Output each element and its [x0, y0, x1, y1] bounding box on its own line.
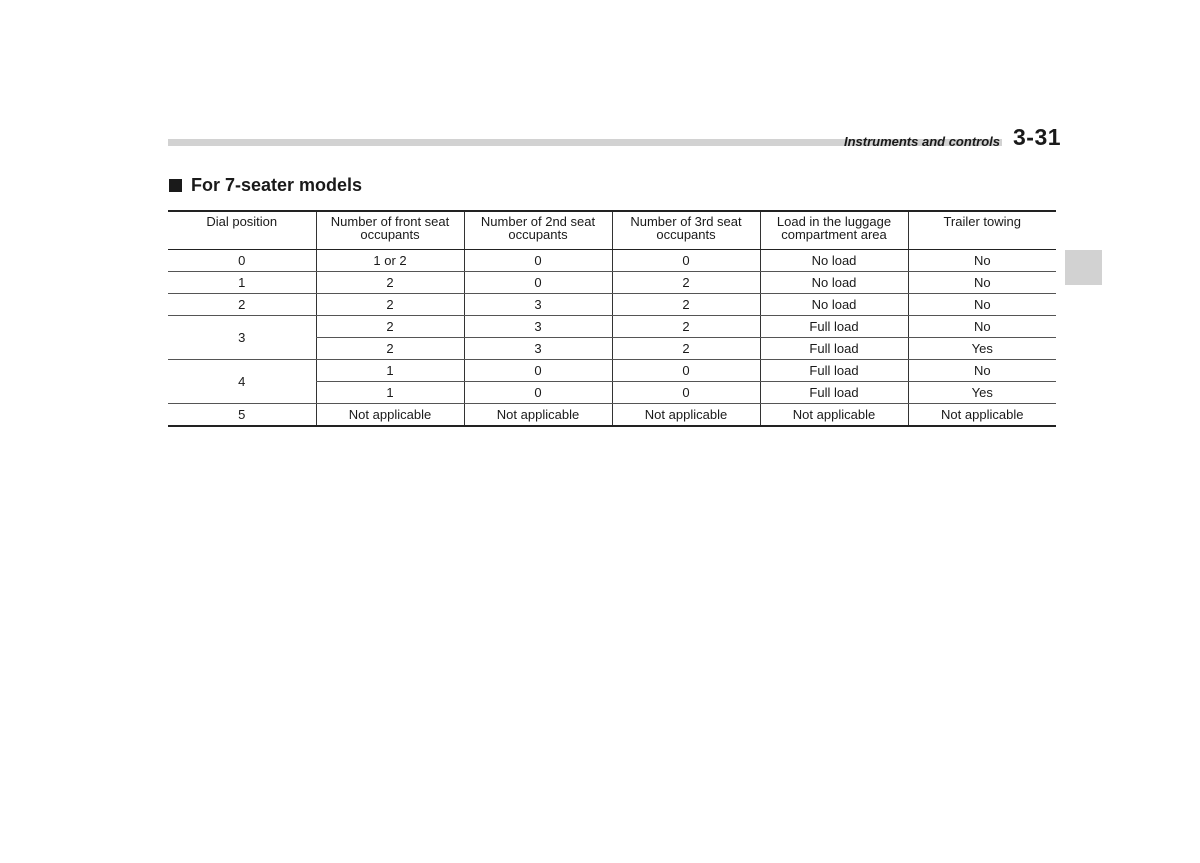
table-cell: 2: [612, 294, 760, 316]
table-cell: No load: [760, 272, 908, 294]
section-heading: [169, 175, 362, 196]
table-cell: 0: [464, 272, 612, 294]
column-header-trailer-towing: [908, 211, 1056, 250]
column-header-line: Trailer towing: [943, 214, 1022, 229]
table-cell: No: [908, 294, 1056, 316]
column-header-line: Load in the luggage: [776, 214, 892, 229]
table-cell: 3: [464, 338, 612, 360]
column-header-front-seat: [316, 211, 464, 250]
table-cell: Not applicable: [908, 404, 1056, 427]
table-cell: Full load: [760, 316, 908, 338]
column-header-line: Number of front seat: [330, 214, 450, 229]
column-header-line: Dial position: [206, 214, 278, 229]
column-header-line: Number of 3rd seat: [630, 214, 742, 229]
table-cell: 3: [464, 316, 612, 338]
table-header-row: [168, 211, 1056, 250]
table-cell: 2: [316, 316, 464, 338]
table-cell: 2: [612, 338, 760, 360]
table-cell: Not applicable: [316, 404, 464, 427]
dial-position-cell: 0: [168, 250, 316, 272]
table-cell: 0: [612, 382, 760, 404]
chapter-thumb-tab: [1065, 250, 1102, 285]
section-heading-text: For 7-seater models: [191, 175, 363, 195]
dial-position-cell: 1: [168, 272, 316, 294]
table-row: [168, 316, 1056, 338]
running-header-title: Instruments and controls: [843, 134, 1000, 149]
column-header-3rd-seat: [612, 211, 760, 250]
table-cell: Not applicable: [760, 404, 908, 427]
table-cell: 2: [316, 338, 464, 360]
table-cell: Not applicable: [612, 404, 760, 427]
table-cell: No load: [760, 250, 908, 272]
table-cell: Full load: [760, 360, 908, 382]
dial-position-cell: 5: [168, 404, 316, 427]
column-header-luggage-load: [760, 211, 908, 250]
column-header-line: occupants: [656, 227, 716, 242]
table-row: [168, 404, 1056, 427]
table-cell: 0: [464, 382, 612, 404]
table-cell: No: [908, 250, 1056, 272]
table-cell: No: [908, 360, 1056, 382]
column-header-2nd-seat: [464, 211, 612, 250]
table-row: [168, 294, 1056, 316]
table-row: [168, 250, 1056, 272]
table-cell: 2: [612, 316, 760, 338]
table-cell: 2: [612, 272, 760, 294]
table-cell: 3: [464, 294, 612, 316]
table-cell: Not applicable: [464, 404, 612, 427]
table-cell: Yes: [908, 382, 1056, 404]
table-cell: 1 or 2: [316, 250, 464, 272]
table-row: [168, 272, 1056, 294]
page-number: 3-31: [1013, 124, 1062, 150]
dial-position-cell: 4: [168, 360, 316, 404]
table-cell: 2: [316, 272, 464, 294]
column-header-line: compartment area: [781, 227, 887, 242]
table-cell: 2: [316, 294, 464, 316]
table-cell: 0: [612, 250, 760, 272]
dial-position-cell: 3: [168, 316, 316, 360]
table-cell: 0: [612, 360, 760, 382]
table-cell: Full load: [760, 382, 908, 404]
table-cell: No: [908, 316, 1056, 338]
table-cell: No: [908, 272, 1056, 294]
table-row: [168, 360, 1056, 382]
table-cell: 1: [316, 360, 464, 382]
column-header-dial-position: [168, 211, 316, 250]
dial-position-table: [168, 210, 1056, 427]
dial-position-cell: 2: [168, 294, 316, 316]
table-cell: Yes: [908, 338, 1056, 360]
table-cell: 0: [464, 250, 612, 272]
table-cell: Full load: [760, 338, 908, 360]
column-header-line: occupants: [360, 227, 420, 242]
column-header-line: Number of 2nd seat: [480, 214, 596, 229]
column-header-line: occupants: [508, 227, 568, 242]
heading-square-bullet-icon: [169, 179, 182, 192]
table-cell: No load: [760, 294, 908, 316]
table-cell: 1: [316, 382, 464, 404]
table-cell: 0: [464, 360, 612, 382]
